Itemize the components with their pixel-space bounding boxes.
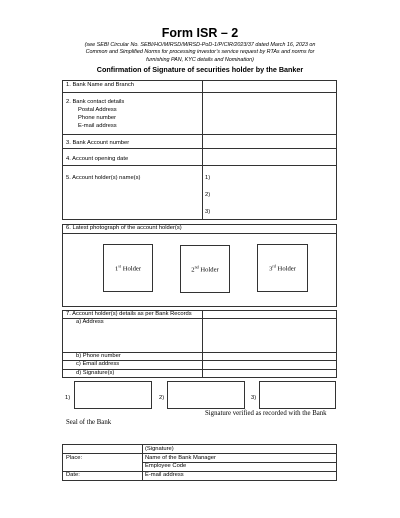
signature-caption: (Signature) [145, 446, 174, 452]
photo-label: 2nd Holder [191, 264, 219, 274]
row-divider [62, 453, 337, 454]
seal-of-bank-label: Seal of the Bank [66, 419, 112, 426]
signature-box-1 [74, 381, 152, 409]
date-label: Date: [66, 472, 80, 478]
signature-box-2 [167, 381, 245, 409]
row-label-bank-contact: 2. Bank contact details [66, 99, 125, 105]
photo-label: 3rd Holder [269, 263, 296, 273]
photo-label: 1st Holder [114, 263, 142, 273]
row-sublabel-postal-address: Postal Address [78, 107, 117, 113]
form-title: Form ISR – 2 [161, 26, 239, 40]
holder-name-number: 3) [205, 209, 211, 215]
photo-box-holder-2 [180, 245, 230, 293]
row-label-photograph: 6. Latest photograph of the account holder(s) [66, 225, 182, 231]
manager-name-label: Name of the Bank Manager [145, 455, 216, 461]
row-label-opening-date: 4. Account opening date [66, 156, 129, 162]
row-divider [62, 165, 337, 166]
subtitle-line: Common and Simplified Norms for processing investor’s service request by RTAs and norms for [85, 49, 315, 56]
signature-box-3 [259, 381, 336, 409]
row-label-bank-name: 1. Bank Name and Branch [66, 82, 134, 88]
row-label-account-number: 3. Bank Account number [66, 140, 130, 146]
subtitle-line: (see SEBI Circular No. SEBI/HO/MIRSD/MIRSD-PoD-1/P/CIR/2023/37 dated March 16, 2023 on [84, 42, 316, 48]
signature-number: 3) [251, 395, 257, 401]
holder-name-number: 1) [205, 175, 211, 181]
row-sublabel-phone: b) Phone number [76, 353, 121, 359]
row-divider [62, 134, 337, 135]
column-divider [202, 80, 203, 220]
row-divider [62, 148, 337, 149]
row-sublabel-signatures: d) Signature(s) [76, 370, 115, 376]
column-divider [202, 310, 203, 378]
holder-name-number: 2) [205, 192, 211, 198]
subtitle-line: furnishing PAN, KYC details and Nomination) [146, 56, 254, 63]
employee-code-label: Employee Code [145, 463, 187, 469]
row-divider [62, 233, 337, 234]
form-subtitle [55, 42, 345, 64]
section-heading: Confirmation of Signature of securities holder by the Banker [96, 65, 304, 74]
bank-email-label: E-mail address [145, 472, 184, 478]
photo-box-holder-1 [103, 244, 153, 292]
row-divider [62, 471, 337, 472]
row-label-holder-names: 5. Account holder(s) name(s) [66, 175, 141, 181]
row-sublabel-email: c) Email address [76, 361, 120, 367]
row-sublabel-phone: Phone number [78, 115, 117, 121]
row-sublabel-address: a) Address [76, 319, 104, 325]
photo-box-holder-3 [257, 244, 308, 292]
row-divider [62, 92, 337, 93]
signature-number: 2) [159, 395, 165, 401]
row-label-holder-details: 7. Account holder(s) details as per Bank Records [66, 311, 192, 317]
place-label: Place: [66, 455, 83, 461]
signature-verified-note: Signature verified as recorded with the Bank [205, 410, 327, 417]
signature-number: 1) [65, 395, 71, 401]
row-sublabel-email: E-mail address [78, 123, 117, 129]
